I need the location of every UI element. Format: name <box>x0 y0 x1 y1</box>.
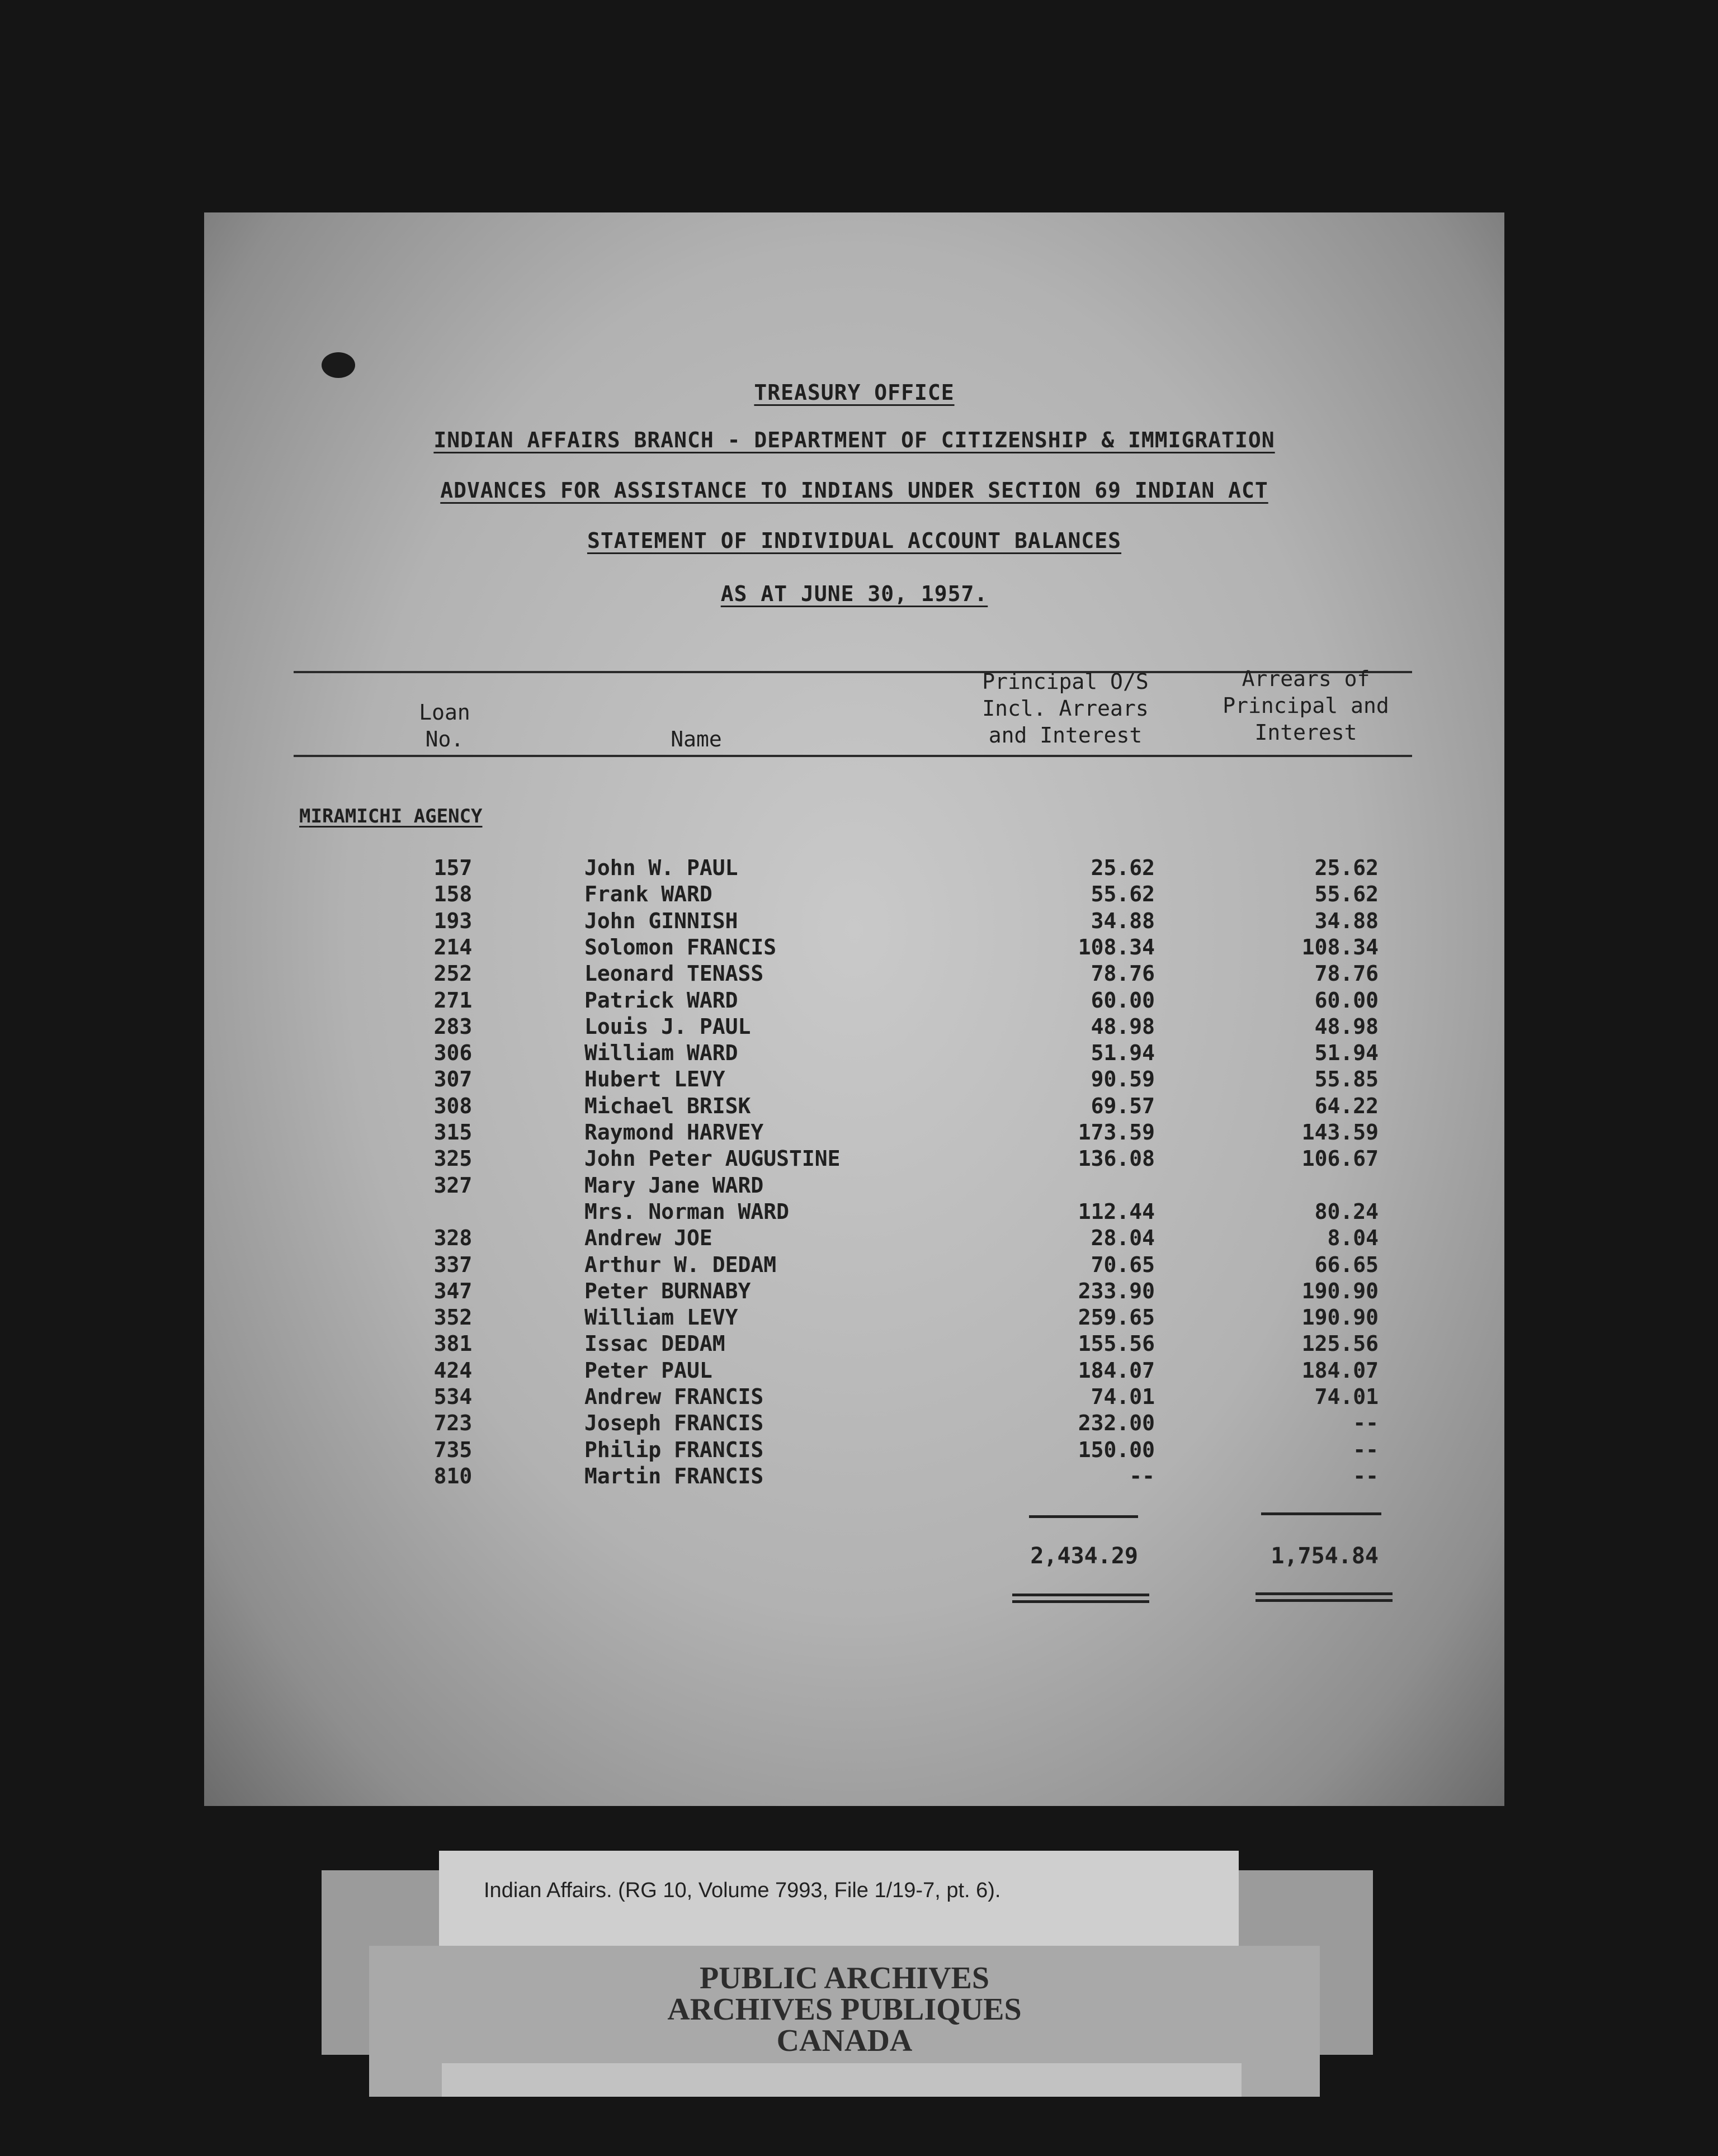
loan-number: 328 <box>433 1226 473 1250</box>
arrears-amount: 190.90 <box>1301 1279 1379 1303</box>
loan-number: 337 <box>433 1252 473 1277</box>
account-name: William LEVY <box>584 1305 738 1330</box>
table-row <box>204 1279 1504 1305</box>
ink-spot <box>322 352 355 378</box>
archive-reference-text: Indian Affairs. (RG 10, Volume 7993, File 1/19-7, pt. 6). <box>484 1879 1001 1902</box>
table-row <box>204 935 1504 961</box>
principal-amount: 108.34 <box>1078 935 1155 959</box>
arrears-amount: 80.24 <box>1314 1199 1379 1224</box>
loan-number: 252 <box>433 961 473 986</box>
arrears-amount: 190.90 <box>1301 1305 1379 1330</box>
table-row <box>204 1384 1504 1411</box>
loan-number: 214 <box>433 935 473 959</box>
loan-number: 810 <box>433 1464 473 1488</box>
table-row <box>204 1067 1504 1093</box>
column-header-name: Name <box>671 727 722 751</box>
account-name: Louis J. PAUL <box>584 1014 751 1039</box>
principal-amount: 78.76 <box>1091 961 1155 986</box>
principal-amount: 60.00 <box>1091 988 1155 1013</box>
arrears-amount: 48.98 <box>1314 1014 1379 1039</box>
arrears-amount: 34.88 <box>1314 909 1379 933</box>
principal-amount: 25.62 <box>1091 855 1155 880</box>
principal-total-rule <box>1029 1515 1138 1518</box>
principal-amount: 90.59 <box>1091 1067 1155 1091</box>
principal-amount: 55.62 <box>1091 882 1155 906</box>
arrears-amount: 51.94 <box>1314 1041 1379 1065</box>
loan-number: 735 <box>433 1438 473 1462</box>
bottom-strip <box>442 2063 1242 2097</box>
account-name: Arthur W. DEDAM <box>584 1252 777 1277</box>
table-row <box>204 1464 1504 1490</box>
arrears-amount: 108.34 <box>1301 935 1379 959</box>
arrears-amount: 125.56 <box>1301 1331 1379 1356</box>
principal-amount: 112.44 <box>1078 1199 1155 1224</box>
principal-amount: 136.08 <box>1078 1146 1155 1171</box>
document-page <box>204 212 1504 1806</box>
account-name: William WARD <box>584 1041 738 1065</box>
arrears-amount: 55.85 <box>1314 1067 1379 1091</box>
arrears-total-rule <box>1261 1512 1381 1515</box>
account-name: Michael BRISK <box>584 1094 751 1118</box>
loan-number: 193 <box>433 909 473 933</box>
account-name: Andrew FRANCIS <box>584 1384 764 1409</box>
loan-number: 327 <box>433 1173 473 1198</box>
heading-advances: ADVANCES FOR ASSISTANCE TO INDIANS UNDER SECTION 69 INDIAN ACT <box>440 478 1268 503</box>
account-name: Peter BURNABY <box>584 1279 751 1303</box>
table-row <box>204 961 1504 987</box>
heading-branch: INDIAN AFFAIRS BRANCH - DEPARTMENT OF CITIZENSHIP & IMMIGRATION <box>433 428 1275 452</box>
account-name: Joseph FRANCIS <box>584 1411 764 1435</box>
account-name: John GINNISH <box>584 909 738 933</box>
loan-number: 307 <box>433 1067 473 1091</box>
heading-date: AS AT JUNE 30, 1957. <box>720 581 988 606</box>
principal-amount: 259.65 <box>1078 1305 1155 1330</box>
loan-number: 347 <box>433 1279 473 1303</box>
account-name: Mary Jane WARD <box>584 1173 764 1198</box>
loan-number: 271 <box>433 988 473 1013</box>
archive-reference-label <box>439 1851 1239 1946</box>
loan-number: 306 <box>433 1041 473 1065</box>
loan-number: 534 <box>433 1384 473 1409</box>
table-row <box>204 1146 1504 1172</box>
arrears-amount: -- <box>1353 1438 1379 1462</box>
arrears-amount: -- <box>1353 1464 1379 1488</box>
account-name: Mrs. Norman WARD <box>584 1199 790 1224</box>
account-name: Peter PAUL <box>584 1358 712 1383</box>
arrears-amount: 25.62 <box>1314 855 1379 880</box>
arrears-amount: 74.01 <box>1314 1384 1379 1409</box>
arrears-amount: 106.67 <box>1301 1146 1379 1171</box>
arrears-amount: 55.62 <box>1314 882 1379 906</box>
arrears-amount: 8.04 <box>1327 1226 1379 1250</box>
arrears-amount: 184.07 <box>1301 1358 1379 1383</box>
table-row <box>204 909 1504 935</box>
arrears-amount: 143.59 <box>1301 1120 1379 1145</box>
table-row <box>204 988 1504 1014</box>
stamp-line-3: CANADA <box>776 2023 913 2058</box>
loan-number: 352 <box>433 1305 473 1330</box>
table-row <box>204 1199 1504 1226</box>
table-row <box>204 1411 1504 1437</box>
account-name: John W. PAUL <box>584 855 738 880</box>
table-row <box>204 1173 1504 1199</box>
principal-amount: 150.00 <box>1078 1438 1155 1462</box>
account-name: Andrew JOE <box>584 1226 712 1250</box>
column-header-arrears: Arrears of Principal and Interest <box>1223 666 1389 745</box>
account-name: Frank WARD <box>584 882 712 906</box>
account-name: Raymond HARVEY <box>584 1120 764 1145</box>
loan-number: 381 <box>433 1331 473 1356</box>
loan-number: 157 <box>433 855 473 880</box>
stamp-line-1: PUBLIC ARCHIVES <box>699 1961 990 1996</box>
principal-double-rule-bottom <box>1012 1600 1149 1603</box>
table-row <box>204 1305 1504 1331</box>
arrears-amount: 64.22 <box>1314 1094 1379 1118</box>
table-row <box>204 1252 1504 1279</box>
loan-number: 723 <box>433 1411 473 1435</box>
loan-number: 158 <box>433 882 473 906</box>
table-row <box>204 1120 1504 1146</box>
principal-amount: 34.88 <box>1091 909 1155 933</box>
principal-amount: 51.94 <box>1091 1041 1155 1065</box>
header-bottom-rule <box>294 755 1412 757</box>
arrears-amount: 66.65 <box>1314 1252 1379 1277</box>
principal-amount: 173.59 <box>1078 1120 1155 1145</box>
table-row <box>204 1041 1504 1067</box>
arrears-double-rule-bottom <box>1256 1599 1393 1602</box>
principal-amount: 233.90 <box>1078 1279 1155 1303</box>
account-name: Solomon FRANCIS <box>584 935 777 959</box>
table-row <box>204 1438 1504 1464</box>
loan-number: 315 <box>433 1120 473 1145</box>
heading-statement: STATEMENT OF INDIVIDUAL ACCOUNT BALANCES <box>587 528 1122 553</box>
principal-amount: 69.57 <box>1091 1094 1155 1118</box>
table-row <box>204 1014 1504 1041</box>
loan-number: 308 <box>433 1094 473 1118</box>
principal-amount: 28.04 <box>1091 1226 1155 1250</box>
table-row <box>204 1094 1504 1120</box>
arrears-double-rule-top <box>1256 1592 1393 1595</box>
arrears-amount: 78.76 <box>1314 961 1379 986</box>
arrears-total: 1,754.84 <box>1271 1543 1379 1569</box>
column-header-principal: Principal O/S Incl. Arrears and Interest <box>982 669 1149 748</box>
principal-total: 2,434.29 <box>1030 1543 1138 1569</box>
account-name: Philip FRANCIS <box>584 1438 764 1462</box>
stamp-line-2: ARCHIVES PUBLIQUES <box>667 1992 1022 2027</box>
agency-heading: MIRAMICHI AGENCY <box>299 805 483 828</box>
loan-number: 325 <box>433 1146 473 1171</box>
principal-amount: -- <box>1129 1464 1155 1488</box>
principal-amount: 184.07 <box>1078 1358 1155 1383</box>
table-row <box>204 882 1504 908</box>
table-row <box>204 1358 1504 1384</box>
account-name: John Peter AUGUSTINE <box>584 1146 841 1171</box>
principal-amount: 232.00 <box>1078 1411 1155 1435</box>
principal-amount: 48.98 <box>1091 1014 1155 1039</box>
loan-number: 424 <box>433 1358 473 1383</box>
principal-double-rule-top <box>1012 1594 1149 1596</box>
principal-amount: 70.65 <box>1091 1252 1155 1277</box>
table-row <box>204 1226 1504 1252</box>
arrears-amount: 60.00 <box>1314 988 1379 1013</box>
principal-amount: 155.56 <box>1078 1331 1155 1356</box>
principal-amount: 74.01 <box>1091 1384 1155 1409</box>
column-header-loan-no: Loan No. <box>419 700 470 751</box>
account-name: Martin FRANCIS <box>584 1464 764 1488</box>
table-row <box>204 855 1504 882</box>
account-name: Leonard TENASS <box>584 961 764 986</box>
account-name: Patrick WARD <box>584 988 738 1013</box>
arrears-amount: -- <box>1353 1411 1379 1435</box>
table-row <box>204 1331 1504 1358</box>
account-name: Issac DEDAM <box>584 1331 725 1356</box>
heading-treasury-office: TREASURY OFFICE <box>754 380 955 405</box>
loan-number: 283 <box>433 1014 473 1039</box>
account-name: Hubert LEVY <box>584 1067 725 1091</box>
